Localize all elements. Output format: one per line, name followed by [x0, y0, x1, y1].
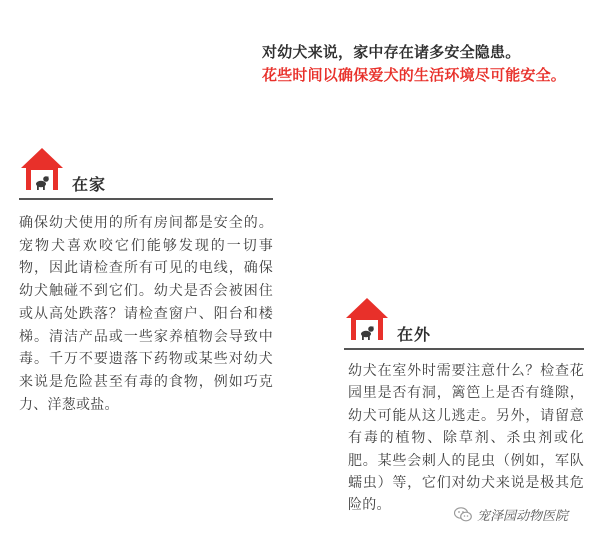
- house-with-dog-icon: [19, 146, 65, 192]
- house-with-dog-icon: [344, 296, 390, 342]
- intro-line-2-highlight: 花些时间以确保爱犬的生活环境尽可能安全。: [262, 66, 567, 84]
- watermark-text: 宠泽园动物医院: [477, 508, 569, 524]
- section-header-outdoor: [344, 296, 584, 350]
- section-outdoors: [344, 296, 584, 517]
- section-title-home: 在家: [72, 175, 107, 194]
- section-title-outdoor: 在外: [397, 325, 432, 344]
- intro-line-1: 对幼犬来说，家中存在诸多安全隐患。: [262, 43, 521, 61]
- section-body-outdoor: 幼犬在室外时需要注意什么？检查花园里是否有洞，篱笆上是否有缝隙，幼犬可能从这儿逃走。另外，请留意有毒的植物、除草剂、杀虫剂或化肥。某些会刺人的昆虫（例如，军队蠕虫）等，它们对幼犬来说是极其危险的。: [348, 363, 584, 514]
- section-body-home: 确保幼犬使用的所有房间都是安全的。宠物犬喜欢咬它们能够发现的一切事物，因此请检查所有可见的电线，确保幼犬触碰不到它们。幼犬是否会被困住或从高处跌落？请检查窗户、阳台和楼梯。清洁产品或一些家养植物会导致中毒。千万不要遗落下药物或某些对幼犬来说是危险甚至有毒的食物，例如巧克力、洋葱或盐。: [19, 215, 273, 413]
- intro-block: [262, 41, 596, 87]
- section-header-home: [19, 146, 273, 200]
- watermark: [452, 503, 572, 525]
- wechat-icon: [454, 507, 472, 522]
- section-at-home: [19, 146, 273, 416]
